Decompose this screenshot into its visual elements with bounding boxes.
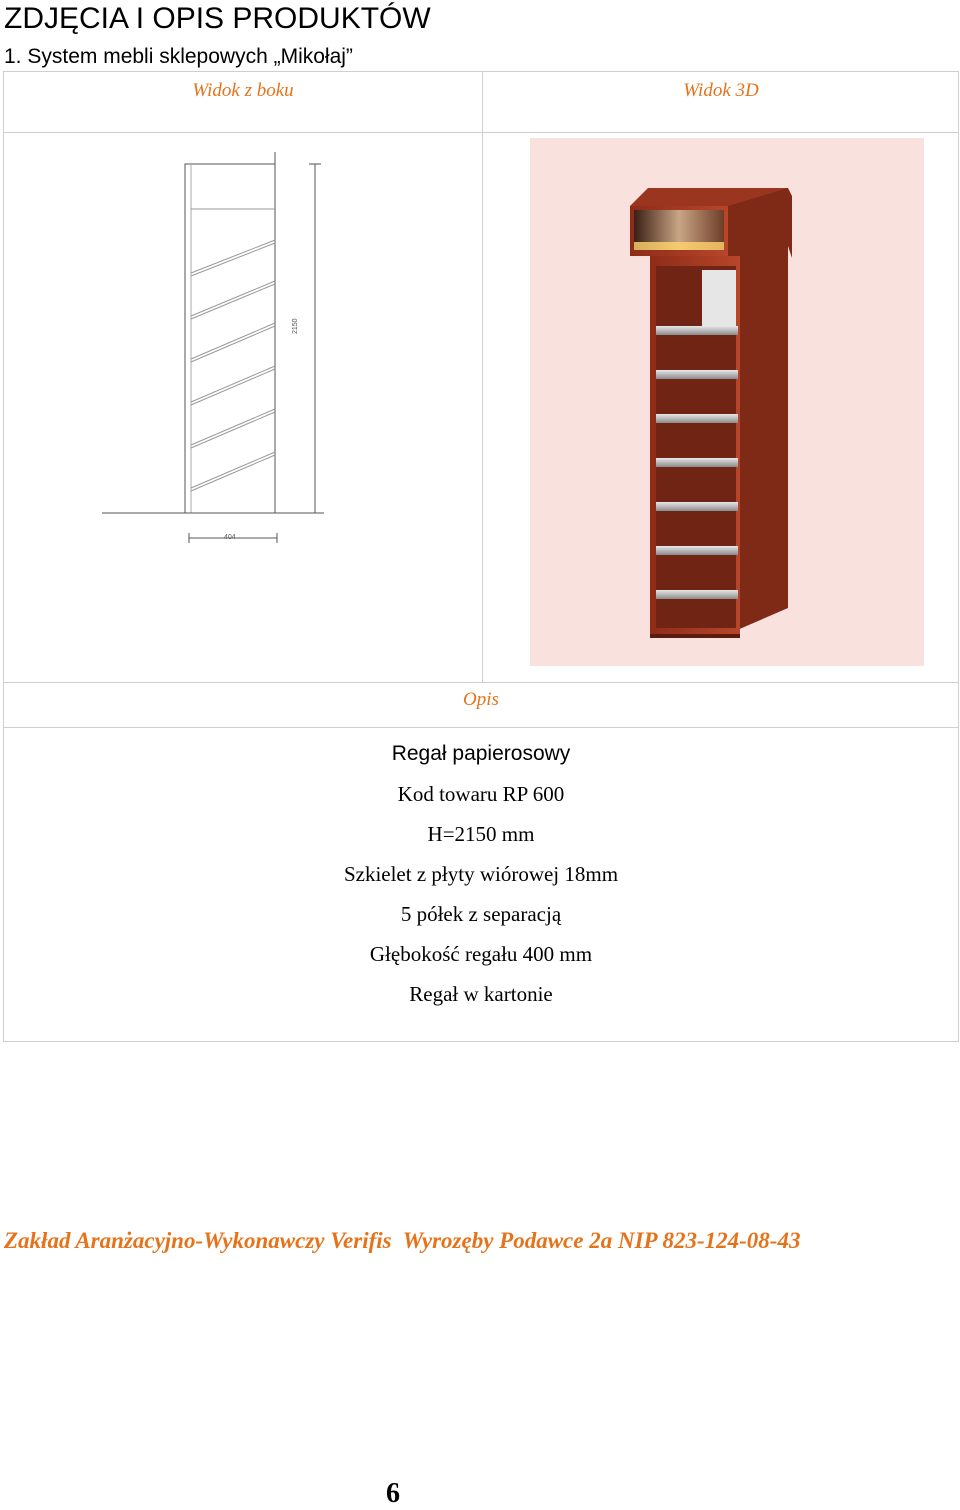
product-shelves: 5 półek z separacją	[400, 902, 562, 926]
cabinet-3d-render	[530, 138, 924, 666]
page-title: ZDJĘCIA I OPIS PRODUKTÓW	[4, 2, 431, 35]
description-header: Opis	[463, 689, 499, 710]
side-view-drawing	[94, 152, 334, 552]
product-table	[3, 71, 959, 1042]
product-code: Kod towaru RP 600	[397, 782, 565, 806]
product-height: H=2150 mm	[427, 822, 535, 846]
product-description	[4, 734, 958, 1014]
page-number: 6	[386, 1478, 400, 1509]
product-depth: Głębokość regału 400 mm	[369, 942, 593, 966]
opis-row-divider	[4, 727, 958, 728]
company-footer: Zakład Aranżacyjno-Wykonawczy Verifis Wyrozęby Podawce 2a NIP 823-124-08-43	[4, 1228, 801, 1253]
header-row-divider	[4, 132, 958, 133]
side-view-header: Widok z boku	[192, 80, 294, 101]
view-3d-header: Widok 3D	[683, 80, 759, 101]
product-packaging: Regał w kartonie	[409, 982, 553, 1006]
product-name: Regał papierosowy	[391, 742, 571, 765]
image-row-divider	[4, 682, 958, 683]
section-subtitle: 1. System mebli sklepowych „Mikołaj”	[4, 45, 353, 68]
width-dimension-label: 404	[224, 534, 236, 541]
height-dimension-label: 2150	[292, 318, 299, 334]
column-divider	[482, 72, 483, 682]
product-frame: Szkielet z płyty wiórowej 18mm	[343, 862, 619, 886]
